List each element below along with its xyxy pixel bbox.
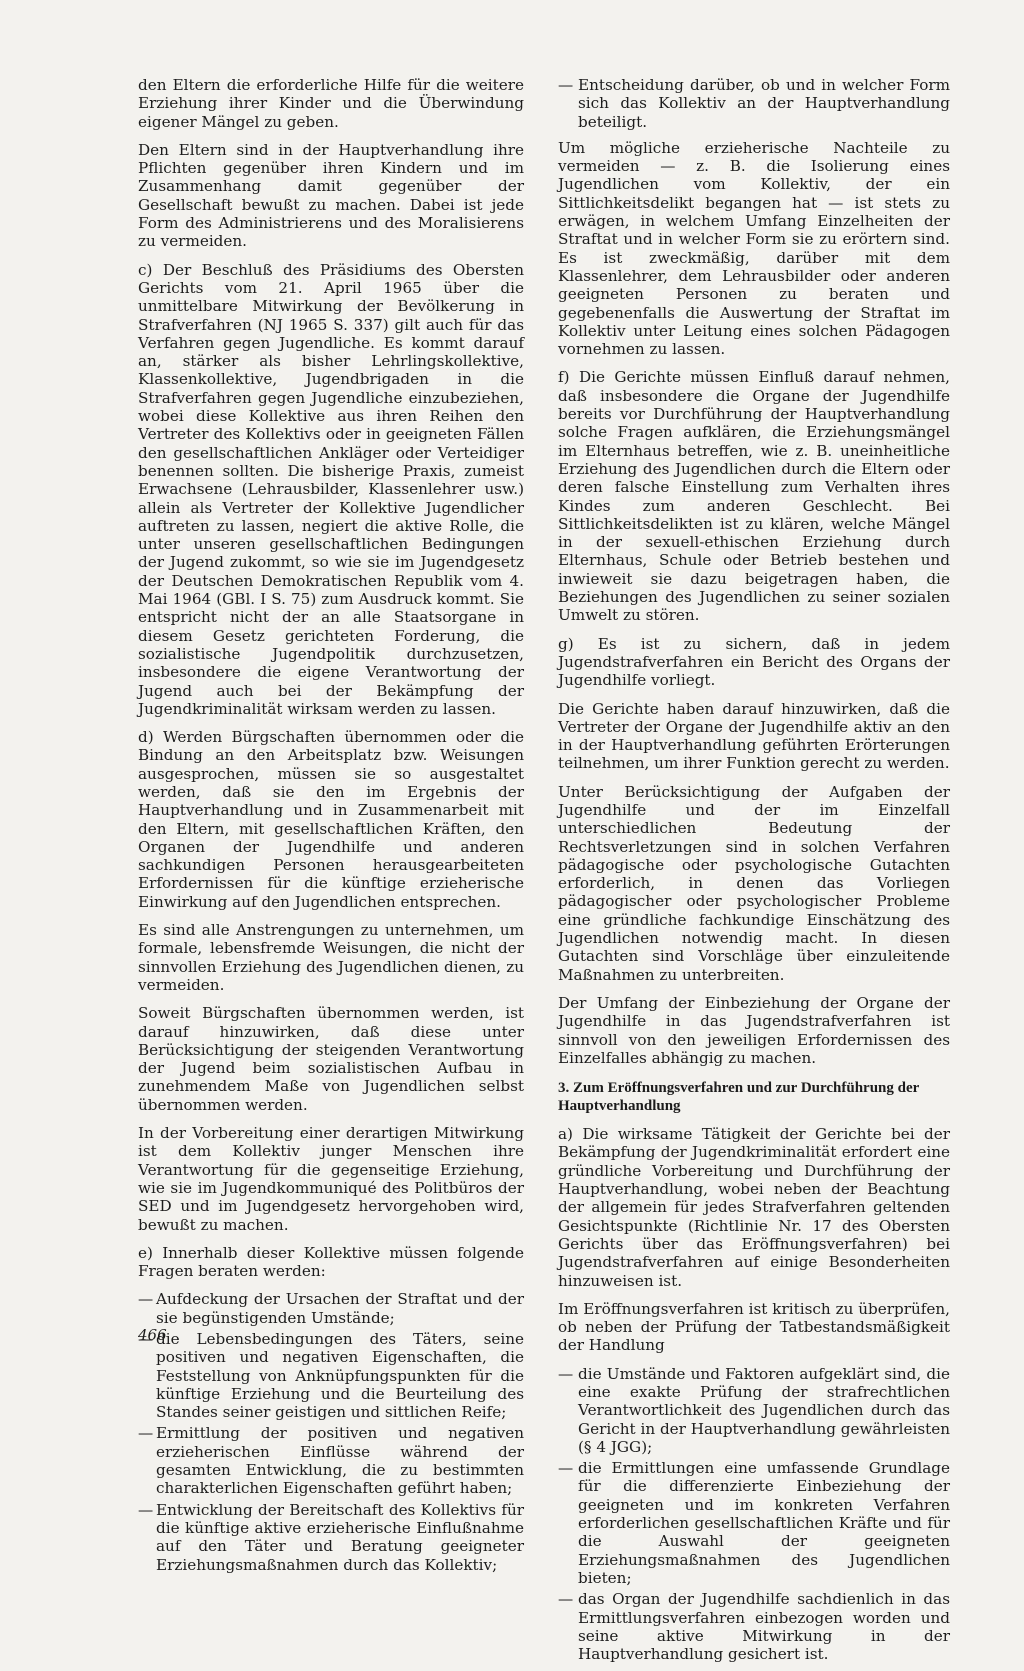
paragraph: e) Innerhalb dieser Kollektive müssen folgende Fragen beraten werden:: [138, 1243, 524, 1281]
dash-list: [138, 1290, 524, 1573]
list-item: — das Organ der Jugendhilfe sachdienlich in das Ermittlungsverfahren einbezogen worden und seine aktive Mitwirkung in der Hauptverhandlung gesichert ist.: [558, 1590, 950, 1663]
paragraph: den Eltern die erforderliche Hilfe für die weitere Erziehung ihrer Kinder und die Überwindung eigener Mängel zu geben.: [138, 76, 524, 131]
paragraph: Unter Berücksichtigung der Aufgaben der Jugendhilfe und der im Einzelfall unterschiedlichen Bedeutung der Rechtsverletzungen sind in solchen Verfahren pädagogische oder psychologische Gutachten erforderlich, in denen das Vorliegen pädagogischer oder psychologischer Probleme eine gründliche fachkundige Einschätzung des Jugendlichen notwendig macht. In diesen Gutachten sind Vorschläge über einzuleitende Maßnahmen zu unterbreiten.: [558, 782, 950, 984]
list-item: — Entwicklung der Bereitschaft des Kollektivs für die künftige aktive erzieherische Einflußnahme auf den Täter und Beratung geeigneter Erziehungsmaßnahmen durch das Kollektiv;: [138, 1501, 524, 1574]
list-item: — die Lebensbedingungen des Täters, seine positiven und negativen Eigenschaften, die Feststellung von Anknüpfungspunkten für die künftige Erziehung und die Beurteilung des Standes seiner geistigen und sittlichen Reife;: [138, 1330, 524, 1421]
paragraph: Im Eröffnungsverfahren ist kritisch zu überprüfen, ob neben der Prüfung der Tatbestandsmäßigkeit der Handlung: [558, 1299, 950, 1355]
list-item: — Entscheidung darüber, ob und in welcher Form sich das Kollektiv an der Hauptverhandlung beteiligt.: [558, 76, 950, 131]
paragraph: c) Der Beschluß des Präsidiums des Obersten Gerichts vom 21. April 1965 über die unmittelbare Mitwirkung der Bevölkerung in Strafverfahren (NJ 1965 S. 337) gilt auch für das Verfahren gegen Jugendliche. Es kommt darauf an, stärker als bisher Lehrlingskollektive, Klassenkollektive, Jugendbrigaden in die Strafverfahren gegen Jugendliche einzubeziehen, wobei diese Kollektive aus ihren Reihen den Vertreter des Kollektivs oder in geeigneten Fällen den gesellschaftlichen Ankläger oder Verteidiger benennen sollten. Die bisherige Praxis, zumeist Erwachsene (Lehrausbilder, Klassenlehrer usw.) allein als Vertreter der Kollektive Jugendlicher auftreten zu lassen, negiert die aktive Rolle, die unter unseren gesellschaftlichen Bedingungen der Jugend zukommt, so wie sie im Jugendgesetz der Deutschen Demokratischen Republik vom 4. Mai 1964 (GBl. I S. 75) zum Ausdruck kommt. Sie entspricht nicht der an alle Staatsorgane in diesem Gesetz gerichteten Forderung, die sozialistische Jugendpolitik durchzusetzen, insbesondere die eigene Verantwortung der Jugend auch bei der Bekämpfung der Jugendkriminalität wirksam werden zu lassen.: [138, 260, 524, 718]
paragraph: Den Eltern sind in der Hauptverhandlung ihre Pflichten gegenüber ihren Kindern und im Zusammenhang damit gegenüber der Gesellschaft bewußt zu machen. Dabei ist jede Form des Administrierens und des Moralisierens zu vermeiden.: [138, 140, 524, 251]
list-item: — Aufdeckung der Ursachen der Straftat und der sie begünstigenden Umstände;: [138, 1290, 524, 1327]
section-heading: 3. Zum Eröffnungsverfahren und zur Durchführung der Hauptverhandlung: [558, 1080, 920, 1115]
list-item: — Ermittlung der positiven und negativen erzieherischen Einflüsse während der gesamten Entwicklung, die zu bestimmten charakterlichen Eigenschaften geführt haben;: [138, 1424, 524, 1497]
paragraph: f) Die Gerichte müssen Einfluß darauf nehmen, daß insbesondere die Organe der Jugendhilfe bereits vor Durchführung der Hauptverhandlung solche Fragen aufklären, die Erziehungsmängel im Elternhaus betreffen, wie z. B. uneinheitliche Erziehung des Jugendlichen durch die Eltern oder deren falsche Einstellung zum Verhalten ihres Kindes zum anderen Geschlecht. Bei Sittlichkeitsdelikten ist zu klären, welche Mängel in der sexuell-ethischen Erziehung durch Elternhaus, Schule oder Betrieb bestehen und inwieweit sie dazu beigetragen haben, die Beziehungen des Jugendlichen zu seiner sozialen Umwelt zu stören.: [558, 368, 950, 625]
paragraph: Um mögliche erzieherische Nachteile zu vermeiden — z. B. die Isolierung eines Jugendlichen vom Kollektiv, der ein Sittlichkeitsdelikt begangen hat — ist stets zu erwägen, in welchem Umfang Einzelheiten der Straftat und in welcher Form sie zu erörtern sind. Es ist zweckmäßig, darüber mit dem Klassenlehrer, dem Lehrausbilder oder anderen geeigneten Personen zu beraten und gegebenenfalls die Auswertung der Straftat im Kollektiv unter Leitung eines solchen Pädagogen vornehmen zu lassen.: [558, 138, 950, 359]
list-item: — die Umstände und Faktoren aufgeklärt sind, die eine exakte Prüfung der strafrechtlichen Verantwortlichkeit des Jugendlichen durch das Gericht in der Hauptverhandlung gewährleisten (§ 4 JGG);: [558, 1365, 950, 1456]
paragraph: In der Vorbereitung einer derartigen Mitwirkung ist dem Kollektiv junger Menschen ihre Verantwortung für die gegenseitige Erziehung, wie sie im Jugendkommuniqué des Politbüros der SED und im Jugendgesetz hervorgehoben wird, bewußt zu machen.: [138, 1124, 524, 1234]
list-item: — die Ermittlungen eine umfassende Grundlage für die differenzierte Einbeziehung der geeigneten und im konkreten Verfahren erforderlichen gesellschaftlichen Kräfte und für die Auswahl der geeigneten Erziehungsmaßnahmen des Jugendlichen bieten;: [558, 1459, 950, 1587]
dash-list: [558, 1365, 950, 1664]
page-number: 466: [138, 1326, 167, 1344]
right-column: [558, 76, 950, 1671]
paragraph: Die Gerichte haben darauf hinzuwirken, daß die Vertreter der Organe der Jugendhilfe aktiv an den in der Hauptverhandlung geführten Erörterungen teilnehmen, um ihrer Funktion gerecht zu werden.: [558, 699, 950, 773]
dash-list: [558, 76, 950, 131]
paragraph: Soweit Bürgschaften übernommen werden, ist darauf hinzuwirken, daß diese unter Berücksichtigung der steigenden Verantwortung der Jugend beim sozialistischen Aufbau in zunehmendem Maße von Jugendlichen selbst übernommen werden.: [138, 1004, 524, 1114]
paragraph: Der Umfang der Einbeziehung der Organe der Jugendhilfe in das Jugendstrafverfahren ist sinnvoll von den jeweiligen Erfordernissen des Einzelfalles abhängig zu machen.: [558, 993, 950, 1067]
paragraph: a) Die wirksame Tätigkeit der Gerichte bei der Bekämpfung der Jugendkriminalität erfordert eine gründliche Vorbereitung und Durchführung der Hauptverhandlung, wobei neben der Beachtung der allgemein für jedes Strafverfahren geltenden Gesichtspunkte (Richtlinie Nr. 17 des Obersten Gerichts über das Eröffnungsverfahren) bei Jugendstrafverfahren auf einige Besonderheiten hinzuweisen ist.: [558, 1125, 950, 1290]
left-column: [138, 76, 524, 1582]
paragraph: g) Es ist zu sichern, daß in jedem Jugendstrafverfahren ein Bericht des Organs der Jugendhilfe vorliegt.: [558, 634, 950, 690]
paragraph: Es sind alle Anstrengungen zu unternehmen, um formale, lebensfremde Weisungen, die nicht der sinnvollen Erziehung des Jugendlichen dienen, zu vermeiden.: [138, 921, 524, 994]
paragraph: d) Werden Bürgschaften übernommen oder die Bindung an den Arbeitsplatz bzw. Weisungen ausgesprochen, müssen sie so ausgestaltet werden, daß sie den im Ergebnis der Hauptverhandlung und in Zusammenarbeit mit den Eltern, mit gesellschaftlichen Kräften, den Organen der Jugendhilfe und anderen sachkundigen Personen herausgearbeiteten Erfordernissen für die künftige erzieherische Einwirkung auf den Jugendlichen entsprechen.: [138, 728, 524, 911]
